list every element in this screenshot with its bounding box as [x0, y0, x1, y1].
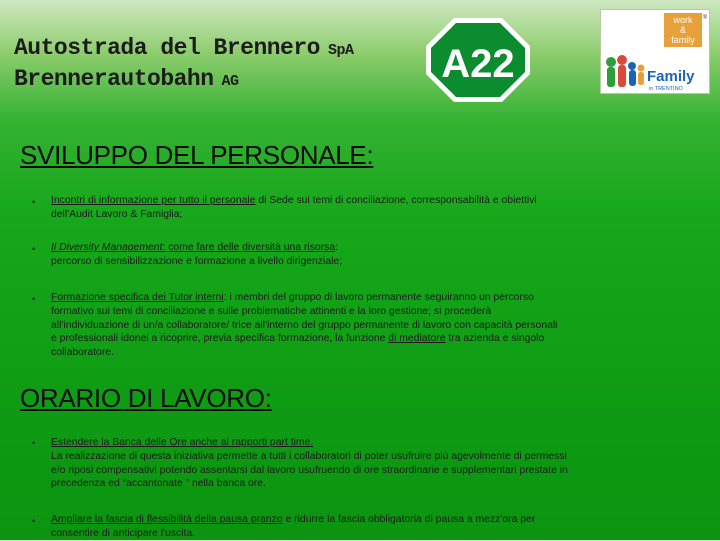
- company-name-de: Brennerautobahn: [14, 66, 214, 92]
- company-suffix-de: AG: [221, 73, 239, 90]
- list-item: [51, 436, 701, 491]
- list-item: [51, 513, 701, 541]
- item-lead: Il Diversity Management: [51, 242, 163, 253]
- badge-amp-text: &: [679, 25, 687, 35]
- item-text: consentire di anticipare l'uscita.: [51, 527, 196, 539]
- item-text: tra azienda e singolo: [445, 333, 545, 345]
- item-lead: Ampliare la fascia di flessibilità della pausa pranzo: [51, 514, 283, 525]
- item-text: La realizzazione di questa iniziativa permette a tutti i collaboratori di poter usufruire più agevolmente di permessi: [51, 450, 567, 462]
- item-text: e/o riposi compensativi potendo assentarsi dal lavoro usufruendo di ore straordinarie e supplementari prestate in: [51, 464, 568, 476]
- company-name-it: Autostrada del Brennero: [14, 35, 320, 61]
- item-text: di Sede sui temi di conciliazione, corresponsabilità e obiettivi: [255, 195, 537, 206]
- item-text: percorso di sensibilizzazione e formazione a livello dirigenziale;: [51, 255, 343, 267]
- family-figures-icon: [606, 55, 645, 87]
- item-text: : i membri del gruppo di lavoro permanente seguiranno un percorso: [223, 292, 534, 303]
- bullet-marker: •: [32, 516, 36, 526]
- company-logo: [14, 34, 353, 96]
- bullet-marker: •: [32, 244, 36, 254]
- item-text: collaboratore.: [51, 347, 114, 359]
- badge-work-text: work: [673, 15, 693, 25]
- item-underlined-text: di mediatore: [388, 333, 446, 345]
- item-lead: Formazione specifica dei Tutor interni: [51, 292, 224, 303]
- road-sign-label: A22: [441, 42, 515, 86]
- item-lead: Estendere la Banca delle Ore anche ai rapporti part time.: [51, 437, 314, 448]
- bullet-marker: •: [32, 438, 36, 448]
- item-lead: Incontri di informazione per tutto il personale: [51, 195, 256, 206]
- item-text: :: [335, 242, 339, 253]
- bullet-marker: •: [32, 197, 36, 207]
- item-lead-cont: : come fare delle diversità una risorsa: [162, 242, 336, 253]
- bullet-marker: •: [32, 294, 36, 304]
- item-text: e professionali idonei a ricoprire, previa specifica formazione, la funzione: [51, 333, 389, 345]
- badge-brand-text: Family: [647, 68, 695, 85]
- item-text: all'individuazione di un/a collaboratore/ trice all'interno del gruppo permanente di lavoro con capacità personali: [51, 319, 558, 331]
- badge-brand-sub-text: in TRENTINO: [649, 86, 683, 92]
- section-title-sviluppo: SVILUPPO DEL PERSONALE:: [20, 140, 374, 170]
- company-suffix-it: SpA: [327, 42, 354, 59]
- item-text: precedenza ed “accantonate ” nella banca ore.: [51, 478, 266, 490]
- item-text: formativo sui temi di conciliazione e sulle problematiche attinenti e la loro gestione; si procederà: [51, 305, 492, 317]
- list-item: [51, 241, 701, 269]
- list-item: [51, 291, 701, 360]
- a22-road-sign: [424, 16, 532, 104]
- section-title-orario: ORARIO DI LAVORO:: [20, 383, 272, 413]
- family-trentino-badge: [600, 9, 710, 94]
- badge-family-text: family: [671, 35, 695, 45]
- family-badge-graphic: [601, 10, 709, 93]
- item-text: e ridurre la fascia obbligatoria di pausa a mezz'ora per: [282, 514, 536, 525]
- registered-mark: ®: [702, 15, 708, 21]
- item-text: dell'Audit Lavoro & Famiglia;: [51, 208, 183, 220]
- list-item: [51, 194, 701, 222]
